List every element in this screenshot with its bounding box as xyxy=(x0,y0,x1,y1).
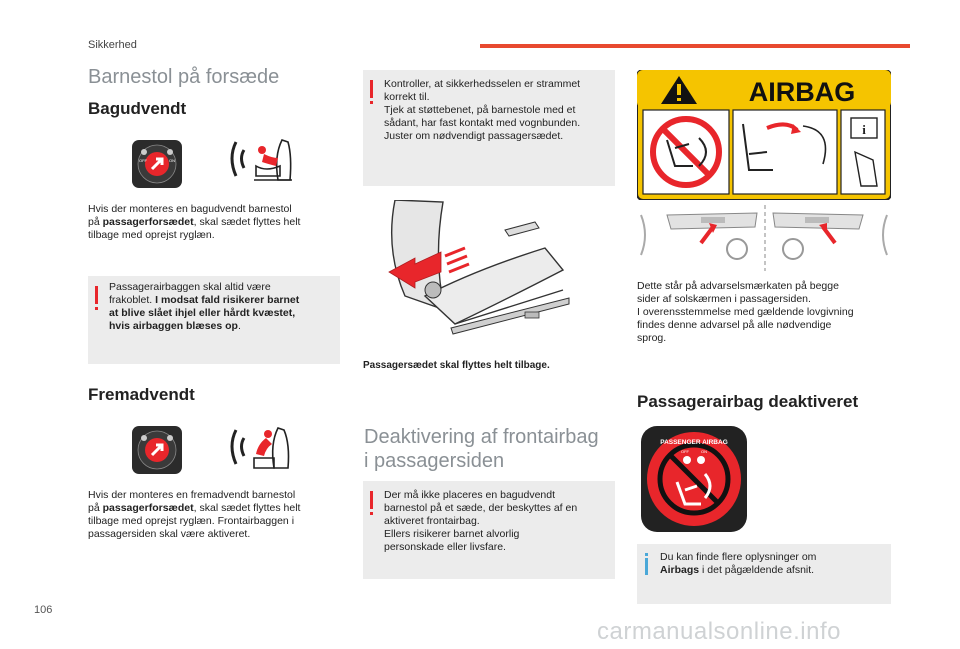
forward-facing-text xyxy=(88,489,358,541)
rear-text-line-2 xyxy=(88,216,348,229)
switch-on-label: ON xyxy=(169,158,175,163)
info-2a: Airbags xyxy=(660,564,700,576)
forward-text-line-4: passagersiden skal være aktiveret. xyxy=(88,528,251,540)
rear-facing-text xyxy=(88,203,348,242)
warning-box-airbag-off xyxy=(88,276,340,364)
warning-exclamation-icon xyxy=(370,491,373,509)
label-desc-line-4: findes denne advarsel på alle nødvendige xyxy=(637,319,832,331)
label-desc-line-5: sprog. xyxy=(637,332,667,344)
warning-text xyxy=(109,281,337,333)
warning-line-2 xyxy=(109,294,337,307)
seatbelt-line-4: sådant, har fast kontakt med vognbunden. xyxy=(384,117,581,129)
warning-box-rear-facing xyxy=(363,481,615,579)
passenger-airbag-off-icon xyxy=(641,426,747,532)
info-text xyxy=(660,551,886,577)
label-desc-line-2: sider af solskærmen i passagersiden. xyxy=(637,293,811,305)
rear-facing-child-seat-icon xyxy=(226,136,294,190)
info-line-2 xyxy=(660,564,886,577)
rear-warning-line-2: barnestol på et sæde, der beskyttes af en xyxy=(384,502,578,514)
warning-exclamation-icon xyxy=(95,286,98,304)
warning-2a: frakoblet. xyxy=(109,294,156,306)
info-icon xyxy=(645,553,648,556)
forward-text-line-3: tilbage med oprejst ryglæn. Frontairbaggen i xyxy=(88,515,295,527)
section-label: Sikkerhed xyxy=(88,39,137,51)
deactivation-title xyxy=(364,425,599,473)
page-number: 106 xyxy=(34,604,53,616)
seatbelt-warning-text xyxy=(384,78,612,143)
deactivation-title-line-1: Deaktivering af frontairbag xyxy=(364,426,599,448)
info-line-1: Du kan finde flere oplysninger om xyxy=(660,551,817,563)
seat-caption: Passagersædet skal flyttes helt tilbage. xyxy=(363,360,550,371)
info-2b: i det pågældende afsnit. xyxy=(699,564,815,576)
warning-line-3: at blive slået ihjel eller hårdt kvæstet, xyxy=(109,307,296,319)
label-description-text xyxy=(637,280,897,345)
airbag-switch-on-icon xyxy=(132,426,182,474)
fwd-text-2b: passagerforsædet xyxy=(102,502,194,514)
label-desc-line-1: Dette står på advarselsmærkaten på begge xyxy=(637,280,839,292)
seatbelt-line-2: korrekt til. xyxy=(384,91,430,103)
rear-facing-heading: Bagudvendt xyxy=(88,99,187,118)
warning-2b: I modsat fald risikerer barnet xyxy=(155,294,300,306)
warning-box-seatbelt xyxy=(363,70,615,186)
rear-warning-line-3: aktiveret frontairbag. xyxy=(384,515,480,527)
warning-line-1: Passagerairbaggen skal altid være xyxy=(109,281,271,293)
header-accent-rule xyxy=(480,44,910,48)
rear-text-2c: , skal sædet flyttes helt xyxy=(193,216,301,228)
seatbelt-line-3: Tjek at støttebenet, på barnestole med et xyxy=(384,104,576,116)
rear-text-line-1: Hvis der monteres en bagudvendt barnestol xyxy=(88,203,292,215)
warning-exclamation-icon xyxy=(370,80,373,98)
switch-off-label: OFF xyxy=(139,158,147,163)
rear-warning-line-1: Der må ikke placeres en bagudvendt xyxy=(384,489,556,501)
airbag-switch-off-icon xyxy=(132,140,182,188)
airbag-label-title: AIRBAG xyxy=(748,77,856,107)
rear-warning-line-4: Ellers risikerer barnet alvorlig xyxy=(384,528,520,540)
forward-text-line-1: Hvis der monteres en fremadvendt barnestol xyxy=(88,489,296,501)
sun-visor-diagram xyxy=(637,205,891,271)
airbag-warning-label xyxy=(637,70,891,200)
airbag-deactivated-heading: Passagerairbag deaktiveret xyxy=(637,392,859,411)
pad-off-label: OFF xyxy=(681,449,689,454)
rear-text-2b: passagerforsædet xyxy=(102,216,194,228)
fwd-text-2c: , skal sædet flyttes helt xyxy=(193,502,301,514)
page-title: Barnestol på forsæde xyxy=(88,66,280,88)
label-desc-line-3: I overensstemmelse med gældende lovgivning xyxy=(637,306,854,318)
pad-ring-text: PASSENGER AIRBAG xyxy=(660,439,728,446)
seatbelt-line-5: Juster om nødvendigt passagersædet. xyxy=(384,130,564,142)
pad-on-label: ON xyxy=(701,449,707,454)
rear-warning-line-5: personskade eller livsfare. xyxy=(384,541,506,553)
forward-facing-child-seat-icon xyxy=(226,424,294,478)
forward-facing-heading: Fremadvendt xyxy=(88,385,195,404)
rear-facing-warning-text xyxy=(384,489,612,554)
svg-text:i: i xyxy=(862,122,866,137)
rear-text-line-3: tilbage med oprejst ryglæn. xyxy=(88,229,215,241)
fwd-text-2a: på xyxy=(88,502,103,514)
deactivation-title-line-2: i passagersiden xyxy=(364,450,505,472)
warning-line-4 xyxy=(109,320,337,333)
forward-text-line-2 xyxy=(88,502,358,515)
warning-4b: . xyxy=(237,320,241,332)
seatbelt-line-1: Kontroller, at sikkerhedsselen er strammet xyxy=(384,78,581,90)
warning-4a: hvis airbaggen blæses op xyxy=(109,320,238,332)
watermark: carmanualsonline.info xyxy=(597,618,841,645)
rear-text-2a: på xyxy=(88,216,103,228)
passenger-seat-illustration xyxy=(385,200,575,342)
info-box xyxy=(637,544,891,604)
